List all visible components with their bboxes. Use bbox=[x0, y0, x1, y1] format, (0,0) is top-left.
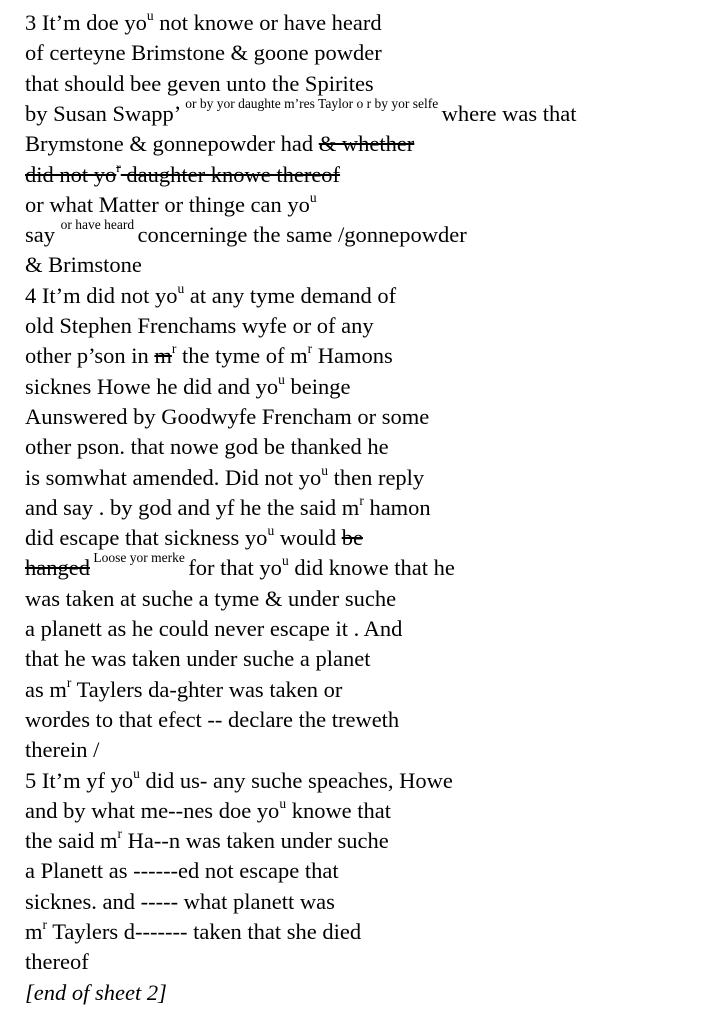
line-text: then reply bbox=[327, 464, 425, 490]
line-text: wordes to that efect -- declare the treweth bbox=[25, 706, 400, 732]
superscript-text: u bbox=[281, 553, 289, 569]
transcript-line bbox=[25, 736, 99, 764]
line-text: other p’son in bbox=[25, 343, 155, 369]
line-text: & Brimstone bbox=[25, 252, 142, 278]
line-text: old Stephen Frenchams wyfe or of any bbox=[25, 313, 374, 338]
transcript-line bbox=[25, 645, 371, 673]
superscript-text: r bbox=[66, 674, 72, 690]
line-text: a planett as he could never escape it . And bbox=[25, 616, 403, 641]
superscript-text: u bbox=[146, 8, 154, 23]
transcript-line bbox=[25, 464, 424, 492]
line-text: and say . by god and yf he the said m bbox=[25, 494, 360, 520]
line-text: for that yo bbox=[188, 555, 282, 581]
line-text: is somwhat amended. Did not yo bbox=[25, 464, 322, 490]
transcript-line bbox=[25, 918, 361, 946]
line-text: at any tyme demand of bbox=[184, 282, 397, 308]
line-text: sicknes Howe he did and yo bbox=[25, 373, 279, 399]
transcript-line bbox=[25, 130, 414, 158]
transcript-line bbox=[25, 312, 374, 340]
transcript-line bbox=[25, 857, 339, 885]
line-text: hamon bbox=[363, 494, 431, 520]
line-text: say bbox=[25, 222, 61, 248]
struck-through-text: did not yo bbox=[25, 161, 117, 187]
line-text: Hamons bbox=[312, 343, 393, 369]
line-text: Taylers d------- taken that she died bbox=[47, 919, 362, 944]
transcript-line bbox=[25, 161, 340, 189]
line-text: Brymstone & gonnepowder had bbox=[25, 131, 319, 157]
line-text: where was that bbox=[441, 100, 577, 126]
superscript-text: r bbox=[116, 159, 121, 175]
line-text: thereof bbox=[25, 949, 89, 975]
struck-through-text: be bbox=[341, 525, 363, 551]
transcript-line bbox=[25, 706, 399, 734]
transcript-line bbox=[25, 948, 89, 976]
interlinear-annotation: or have heard bbox=[60, 217, 138, 233]
transcript-line bbox=[25, 70, 374, 98]
transcript-line bbox=[25, 676, 342, 704]
line-text: would bbox=[274, 525, 342, 551]
line-text: therein / bbox=[25, 737, 100, 763]
superscript-text: r bbox=[42, 917, 48, 932]
transcript-line bbox=[25, 217, 467, 249]
line-text: of certeyne Brimstone & goone powder bbox=[25, 40, 382, 66]
line-text: or what Matter or thinge can yo bbox=[25, 191, 310, 217]
line-text: did escape that sickness yo bbox=[25, 525, 268, 551]
transcript-line bbox=[25, 524, 363, 552]
superscript-text: u bbox=[309, 189, 317, 205]
transcript-line bbox=[25, 9, 382, 37]
superscript-text: u bbox=[267, 523, 275, 539]
transcript-line bbox=[25, 39, 382, 67]
transcript-line bbox=[25, 433, 389, 461]
struck-through-text: hanged bbox=[25, 555, 90, 581]
line-text: was taken at suche a tyme & under suche bbox=[25, 585, 397, 611]
superscript-text: u bbox=[177, 280, 185, 296]
transcript-line bbox=[25, 95, 577, 128]
line-text: knowe that bbox=[286, 797, 392, 823]
superscript-text: r bbox=[359, 492, 364, 508]
line-text: 4 It’m did not yo bbox=[25, 282, 178, 308]
transcript-line bbox=[25, 979, 167, 1007]
superscript-text: u bbox=[279, 795, 287, 811]
transcript-line bbox=[25, 403, 429, 431]
transcript-line bbox=[25, 191, 317, 219]
superscript-text: r bbox=[171, 341, 177, 357]
line-text: did knowe that he bbox=[288, 555, 455, 581]
line-text: Ha--n was taken under suche bbox=[121, 828, 389, 854]
transcript-line bbox=[25, 585, 396, 613]
editorial-note: [end of sheet 2] bbox=[25, 979, 167, 1005]
line-text: did us- any suche speaches, Howe bbox=[139, 767, 453, 793]
transcript-line bbox=[25, 767, 453, 795]
line-text: 5 It’m yf yo bbox=[25, 767, 134, 793]
transcript-line bbox=[25, 494, 431, 522]
line-text: beinge bbox=[284, 373, 351, 399]
superscript-text: u bbox=[278, 371, 285, 387]
line-text: by Susan Swapp’ bbox=[25, 100, 186, 126]
line-text: the said m bbox=[25, 828, 118, 854]
line-text: as m bbox=[25, 676, 67, 702]
line-text: and by what me--nes doe yo bbox=[25, 797, 280, 823]
struck-through-text: & whether bbox=[318, 131, 415, 157]
transcript-line bbox=[25, 373, 350, 401]
line-text: not knowe or have heard bbox=[153, 10, 382, 35]
interlinear-annotation: or by yor daughte m’res Taylor o r by yor selfe bbox=[185, 95, 442, 111]
transcript-line bbox=[25, 342, 393, 370]
transcript-line bbox=[25, 888, 335, 916]
transcript-line bbox=[25, 797, 391, 825]
line-text: 3 It’m doe yo bbox=[25, 10, 147, 35]
line-text: sicknes. and ----- what planett was bbox=[25, 888, 335, 914]
struck-through-text: m bbox=[154, 343, 172, 369]
transcript-line bbox=[25, 282, 396, 310]
line-text: that he was taken under suche a planet bbox=[25, 646, 371, 672]
transcript-line bbox=[25, 550, 455, 582]
transcript-line bbox=[25, 615, 402, 643]
superscript-text: r bbox=[307, 341, 313, 357]
line-text: Aunswered by Goodwyfe Frencham or some bbox=[25, 403, 430, 429]
transcript-line bbox=[25, 251, 142, 279]
superscript-text: u bbox=[133, 765, 140, 781]
line-text: concerninge the same /gonnepowder bbox=[137, 222, 467, 248]
superscript-text: u bbox=[321, 462, 328, 478]
line-text: the tyme of m bbox=[176, 343, 308, 369]
line-text: Taylers da-ghter was taken or bbox=[71, 676, 343, 702]
superscript-text: r bbox=[117, 826, 122, 842]
line-text: m bbox=[25, 919, 43, 944]
interlinear-annotation: Loose yor merke bbox=[89, 550, 189, 566]
line-text: other pson. that nowe god be thanked he bbox=[25, 434, 389, 460]
transcript-line bbox=[25, 827, 389, 855]
line-text: a Planett as ------ed not escape that bbox=[25, 858, 339, 884]
line-text: that should bee geven unto the Spirites bbox=[25, 70, 374, 96]
struck-through-text: daughter knowe thereof bbox=[120, 161, 341, 187]
